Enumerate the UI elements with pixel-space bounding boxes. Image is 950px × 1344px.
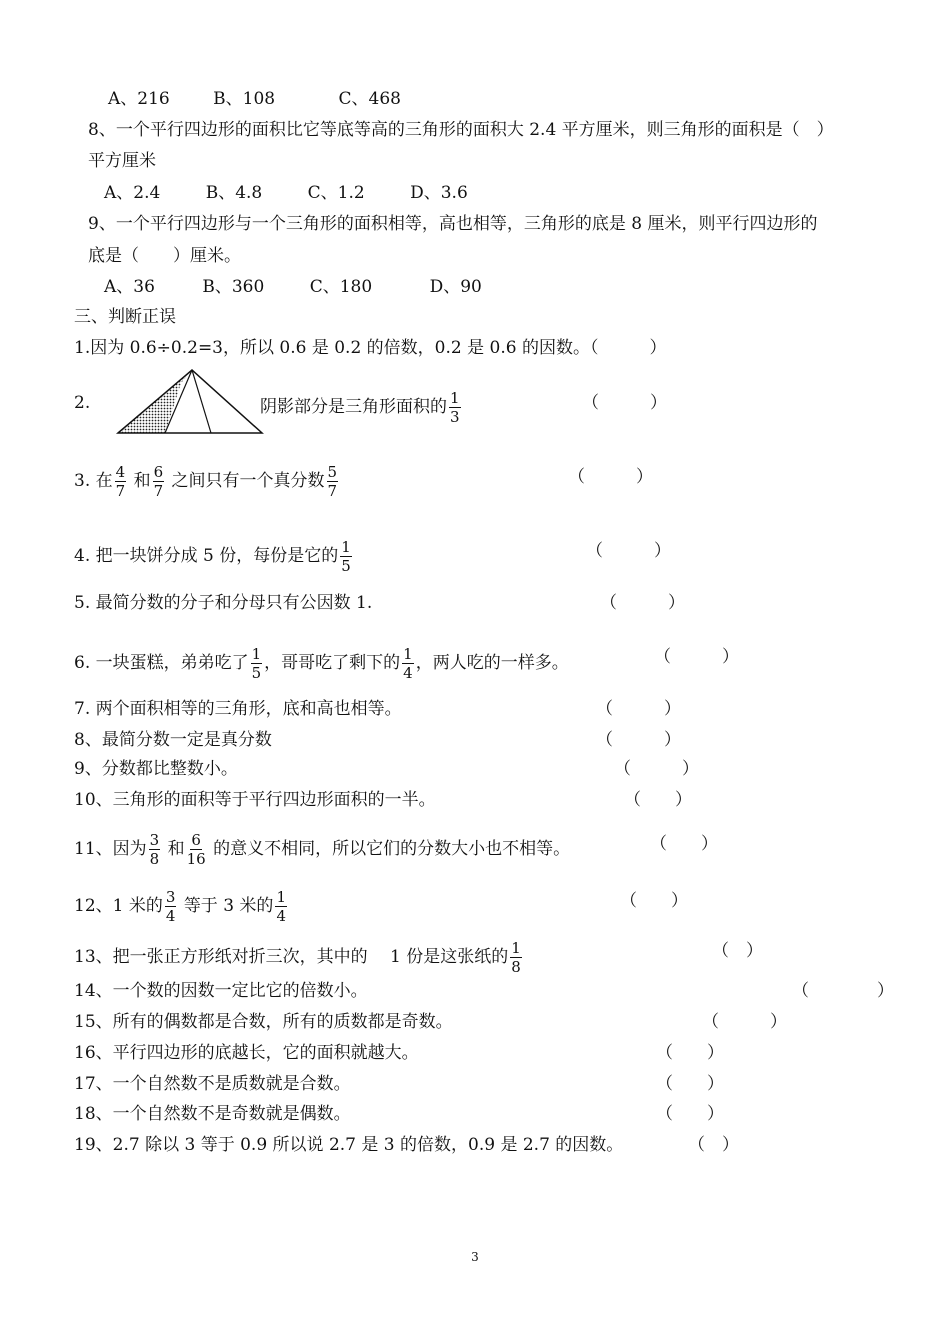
judge-16: 16、平行四边形的底越长，它的面积就越大。: [74, 1043, 419, 1063]
judge-7: 7. 两个面积相等的三角形，底和高也相等。: [74, 699, 402, 719]
fraction-numerator: 4: [115, 463, 126, 481]
fraction-numerator: 1: [251, 645, 262, 663]
q8-option-d: D、3.6: [410, 183, 468, 203]
judge-2-label: 阴影部分是三角形面积的: [260, 397, 447, 417]
judge-2-number: 2.: [74, 393, 91, 413]
answer-blank-11[interactable]: （ ）: [650, 834, 718, 854]
judge-3: [74, 464, 340, 499]
judge-13: [74, 940, 524, 975]
answer-blank-14[interactable]: （ ）: [792, 981, 894, 1001]
fraction-4-7: [115, 464, 127, 499]
judge-3-post: 之间只有一个真分数: [171, 471, 325, 491]
q9-option-c: C、180: [309, 277, 373, 297]
fraction-denominator: 5: [341, 557, 351, 575]
answer-blank-6[interactable]: （ ）: [654, 647, 739, 667]
fraction-denominator: 3: [450, 408, 460, 426]
q9-line2: 底是（ ）厘米。: [88, 246, 241, 266]
judge-12-pre: 12、1 米的: [74, 896, 163, 916]
fraction-numerator: 5: [327, 463, 338, 481]
answer-blank-19[interactable]: （ ）: [688, 1135, 739, 1155]
fraction-numerator: 3: [149, 831, 160, 849]
fraction-numerator: 6: [191, 831, 201, 849]
judge-18: 18、一个自然数不是奇数就是偶数。: [74, 1104, 351, 1124]
fraction-6-7: [153, 464, 165, 499]
judge-1: 1.因为 0.6÷0.2=3，所以 0.6 是 0.2 的倍数，0.2 是 0.6 的因数。（ ）: [74, 338, 667, 358]
fraction-denominator: 5: [251, 664, 262, 682]
answer-blank-12[interactable]: （ ）: [620, 891, 688, 911]
judge-11: [74, 832, 570, 867]
answer-blank-16[interactable]: （ ）: [656, 1043, 724, 1063]
answer-blank-8[interactable]: （ ）: [596, 730, 681, 750]
q8-line2: 平方厘米: [88, 151, 156, 171]
judge-6: [74, 646, 569, 681]
judge-12: [74, 889, 289, 924]
judge-6-post: ，两人吃的一样多。: [415, 653, 569, 673]
judge-4-label: 4. 把一块饼分成 5 份，每份是它的: [74, 546, 339, 566]
answer-blank-2[interactable]: （ ）: [582, 393, 667, 413]
q9-line1: 9、一个平行四边形与一个三角形的面积相等，高也相等，三角形的底是 8 厘米，则平行四边形的: [88, 214, 818, 234]
judge-3-pre: 3. 在: [74, 471, 113, 491]
fraction-denominator: 16: [186, 850, 206, 868]
judge-12-mid: 等于 3 米的: [183, 896, 274, 916]
page-number: 3: [471, 1250, 479, 1264]
q8-option-c: C、1.2: [307, 183, 365, 203]
answer-blank-18[interactable]: （ ）: [656, 1104, 724, 1124]
judge-9: 9、分数都比整数小。: [74, 759, 238, 779]
fraction-1-5: [340, 539, 352, 574]
judge-10: 10、三角形的面积等于平行四边形面积的一半。: [74, 790, 436, 810]
fraction-denominator: 7: [153, 482, 164, 500]
triangle-figure: [115, 368, 265, 438]
q9-option-b: B、360: [202, 277, 265, 297]
fraction-3-4: [165, 889, 177, 924]
judge-2-text: [260, 390, 463, 425]
section-title: 三、判断正误: [74, 307, 176, 327]
answer-blank-4[interactable]: （ ）: [586, 541, 671, 561]
q8-option-a: A、2.4: [104, 183, 161, 203]
fraction-numerator: 3: [165, 888, 176, 906]
fraction-6-16: [187, 832, 206, 867]
q9-options: [104, 276, 520, 298]
answer-blank-5[interactable]: （ ）: [600, 593, 685, 613]
fraction-denominator: 4: [165, 907, 176, 925]
judge-15: 15、所有的偶数都是合数，所有的质数都是奇数。: [74, 1012, 453, 1032]
q7-option-b: B、108: [213, 89, 276, 109]
answer-blank-15[interactable]: （ ）: [702, 1012, 787, 1032]
judge-19: 19、2.7 除以 3 等于 0.9 所以说 2.7 是 3 的倍数，0.9 是 2.7 的因数。: [74, 1135, 624, 1155]
q8-option-b: B、4.8: [205, 183, 263, 203]
q7-options: [108, 88, 439, 110]
judge-3-mid: 和: [133, 471, 151, 491]
judge-6-pre: 6. 一块蛋糕，弟弟吃了: [74, 653, 249, 673]
fraction-numerator: 1: [403, 645, 413, 663]
q9-option-d: D、90: [429, 277, 482, 297]
fraction-denominator: 4: [276, 907, 286, 925]
answer-blank-10[interactable]: （ ）: [624, 790, 692, 810]
answer-blank-17[interactable]: （ ）: [656, 1074, 724, 1094]
fraction-denominator: 7: [327, 482, 338, 500]
q7-option-c: C、468: [338, 89, 401, 109]
q8-options: [104, 182, 506, 204]
fraction-one-third: [449, 390, 461, 425]
fraction-numerator: 1: [276, 888, 286, 906]
judge-11-mid: 和: [167, 839, 185, 859]
judge-6-mid: ，哥哥吃了剩下的: [264, 653, 401, 673]
fraction-numerator: 1: [341, 538, 351, 556]
fraction-numerator: 6: [153, 463, 164, 481]
judge-4: [74, 539, 354, 574]
judge-17: 17、一个自然数不是质数就是合数。: [74, 1074, 351, 1094]
judge-14: 14、一个数的因数一定比它的倍数小。: [74, 981, 368, 1001]
judge-5: 5. 最简分数的分子和分母只有公因数 1.: [74, 593, 373, 613]
fraction-3-8: [149, 832, 161, 867]
answer-blank-9[interactable]: （ ）: [614, 759, 699, 779]
fraction-1-5: [251, 646, 263, 681]
q9-option-a: A、36: [104, 277, 155, 297]
judge-13-pre: 13、把一张正方形纸对折三次，其中的 1 份是这张纸的: [74, 947, 509, 967]
q8-line1: 8、一个平行四边形的面积比它等底等高的三角形的面积大 2.4 平方厘米，则三角形的面积是（ ）: [88, 120, 834, 140]
answer-blank-13[interactable]: （ ）: [712, 941, 763, 961]
judge-8: 8、最简分数一定是真分数: [74, 730, 272, 750]
fraction-denominator: 4: [403, 664, 413, 682]
answer-blank-7[interactable]: （ ）: [596, 699, 681, 719]
fraction-numerator: 1: [511, 939, 521, 957]
fraction-5-7: [327, 464, 339, 499]
fraction-1-8: [510, 940, 522, 975]
answer-blank-3[interactable]: （ ）: [568, 467, 653, 487]
judge-11-pre: 11、因为: [74, 839, 147, 859]
q7-option-a: A、216: [108, 89, 170, 109]
fraction-denominator: 8: [511, 958, 521, 976]
fraction-denominator: 7: [115, 482, 126, 500]
fraction-1-4: [275, 889, 287, 924]
fraction-denominator: 8: [149, 850, 160, 868]
judge-11-post: 的意义不相同，所以它们的分数大小也不相等。: [213, 839, 571, 859]
fraction-1-4: [402, 646, 414, 681]
fraction-numerator: 1: [450, 389, 460, 407]
